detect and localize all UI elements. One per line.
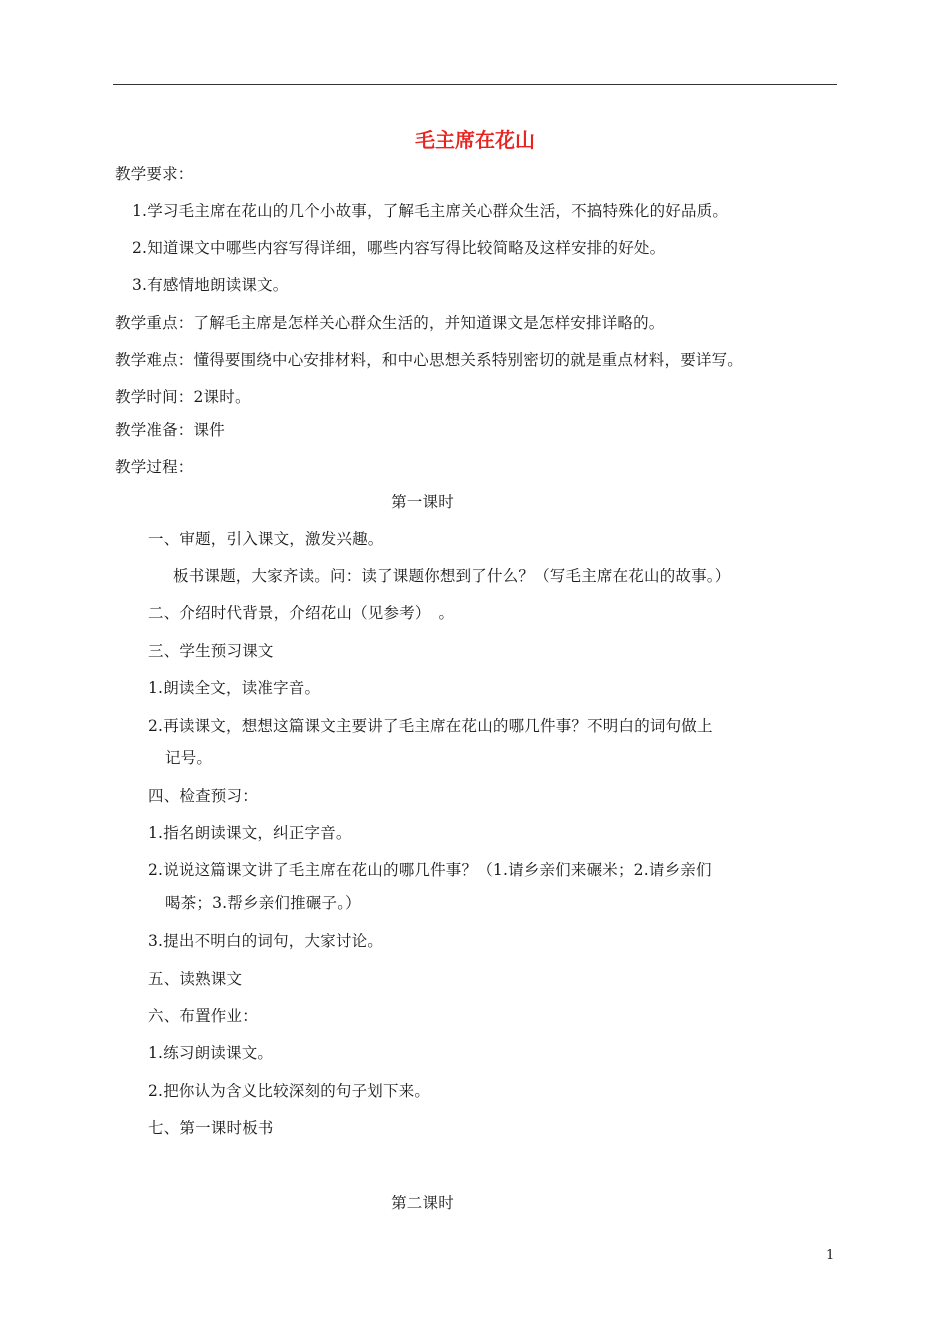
step-4-item-3: 3.提出不明白的词句，大家讨论。 bbox=[148, 932, 383, 950]
difficulty: 教学难点：懂得要围绕中心安排材料，和中心思想关系特别密切的就是重点材料，要详写。 bbox=[115, 351, 744, 369]
step-4-item-2: 2.说说这篇课文讲了毛主席在花山的哪几件事？（1.请乡亲们来碾米；2.请乡亲们 bbox=[148, 861, 712, 879]
page-number: 1 bbox=[826, 1248, 835, 1263]
teaching-preparation: 教学准备：课件 bbox=[115, 421, 225, 439]
header-rule bbox=[113, 84, 837, 85]
requirement-item-1: 1.学习毛主席在花山的几个小故事，了解毛主席关心群众生活，不搞特殊化的好品质。 bbox=[132, 202, 729, 220]
lesson-1-step-6: 六、布置作业： bbox=[148, 1007, 258, 1025]
lesson-1-heading: 第一课时 bbox=[391, 493, 454, 511]
document-title: 毛主席在花山 bbox=[415, 128, 535, 152]
lesson-2-heading: 第二课时 bbox=[391, 1194, 454, 1212]
step-3-item-1: 1.朗读全文，读准字音。 bbox=[148, 679, 321, 697]
lesson-1-step-5: 五、读熟课文 bbox=[148, 970, 243, 988]
step-4-item-1: 1.指名朗读课文，纠正字音。 bbox=[148, 824, 352, 842]
lesson-1-step-4: 四、检查预习： bbox=[148, 787, 258, 805]
lesson-1-step-7: 七、第一课时板书 bbox=[148, 1119, 274, 1137]
step-6-item-1: 1.练习朗读课文。 bbox=[148, 1044, 274, 1062]
requirement-item-2: 2.知道课文中哪些内容写得详细，哪些内容写得比较简略及这样安排的好处。 bbox=[132, 239, 666, 257]
requirement-item-3: 3.有感情地朗读课文。 bbox=[132, 276, 289, 294]
step-4-item-2-cont: 喝茶；3.帮乡亲们推碾子。） bbox=[165, 894, 361, 912]
process-heading: 教学过程： bbox=[115, 458, 194, 476]
lesson-1-step-1: 一、审题，引入课文，激发兴趣。 bbox=[148, 530, 384, 548]
lesson-1-step-1-detail: 板书课题，大家齐读。问：读了课题你想到了什么？（写毛主席在花山的故事。） bbox=[173, 567, 731, 585]
lesson-1-step-3: 三、学生预习课文 bbox=[148, 642, 274, 660]
key-point: 教学重点：了解毛主席是怎样关心群众生活的，并知道课文是怎样安排详略的。 bbox=[115, 314, 665, 332]
teaching-time: 教学时间：2课时。 bbox=[115, 388, 251, 406]
lesson-1-step-2: 二、介绍时代背景，介绍花山（见参考） 。 bbox=[148, 604, 455, 622]
step-6-item-2: 2.把你认为含义比较深刻的句子划下来。 bbox=[148, 1082, 431, 1100]
step-3-item-2: 2.再读课文，想想这篇课文主要讲了毛主席在花山的哪几件事？不明白的词句做上 bbox=[148, 717, 713, 735]
step-3-item-2-cont: 记号。 bbox=[165, 749, 213, 767]
requirements-heading: 教学要求： bbox=[115, 165, 194, 183]
